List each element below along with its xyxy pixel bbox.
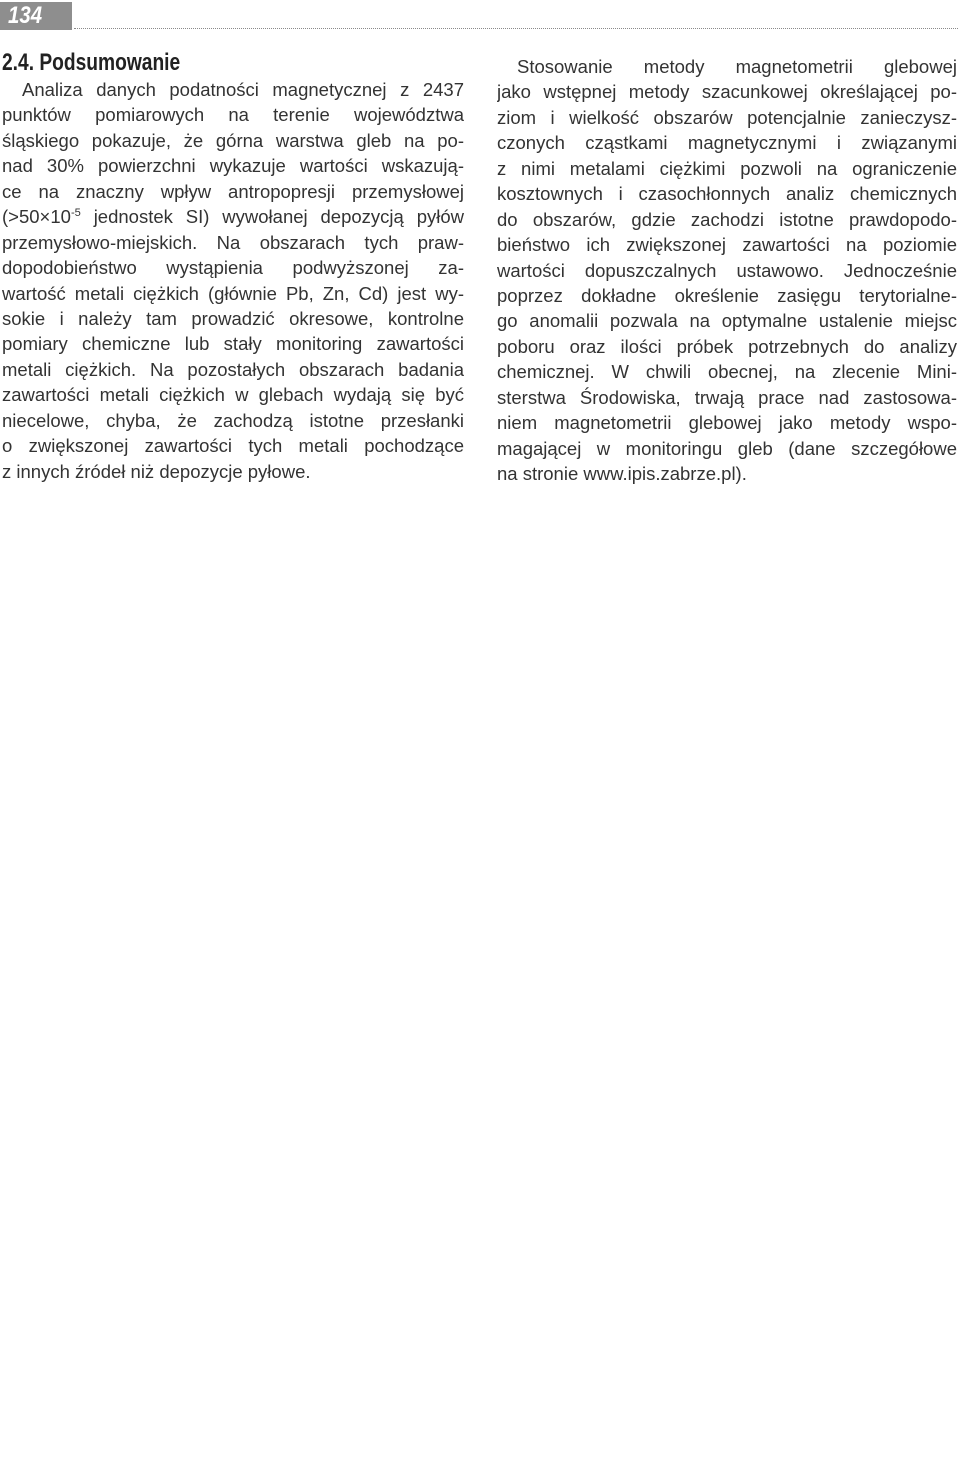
exponent: -5 xyxy=(70,207,81,220)
text-line: metali ciężkich. Na pozostałych obszarach badania xyxy=(2,358,464,380)
text-line: śląskiego pokazuje, że górna warstwa gleb na po- xyxy=(2,129,464,151)
text-line: z innych źródeł niż depozycje pyłowe. xyxy=(2,460,311,482)
text-line: kosztownych i czasochłonnych analiz chemicznych xyxy=(497,183,957,205)
text-line: nad 30% powierzchni wykazuje wartości wskazują- xyxy=(2,155,464,177)
text-line: jako wstępnej metody szacunkowej określającej po- xyxy=(497,81,957,103)
text-line: ziom i wielkość obszarów potencjalnie zanieczysz- xyxy=(497,106,957,128)
text-line: na stronie www.ipis.zabrze.pl). xyxy=(497,463,747,484)
text-segment: jednostek SI) wywołanej depozycją pyłów xyxy=(80,206,464,228)
text-line: Stosowanie metody magnetometrii glebowej xyxy=(517,56,957,77)
text-line: wartości dopuszczalnych ustawowo. Jednocześnie xyxy=(497,259,957,281)
text-line: magającej w monitoringu gleb (dane szczegółowe xyxy=(497,437,957,459)
text-line: niem magnetometrii glebowej jako metody wspo- xyxy=(497,412,957,434)
text-line: bieństwo ich zwiększonej zawartości na poziomie xyxy=(497,234,957,256)
right-column xyxy=(497,54,957,486)
text-line: wartość metali ciężkich (głównie Pb, Zn, Cd) jest wy- xyxy=(2,282,464,304)
text-line: go anomalii pozwala na optymalne ustalenie miejsc xyxy=(497,310,957,332)
page-number-box xyxy=(0,2,72,30)
text-line: o zwiększonej zawartości tych metali pochodzące xyxy=(2,435,464,457)
text-line: poprzez dokładne określenie zasięgu terytorialne- xyxy=(497,284,957,306)
section-heading: 2.4. Podsumowanie xyxy=(2,49,181,76)
text-line: Analiza danych podatności magnetycznej z 2437 xyxy=(22,79,464,100)
text-line: do obszarów, gdzie zachodzi istotne prawdopodo- xyxy=(497,208,957,230)
text-line: chemicznej. W chwili obecnej, na zlecenie Mini- xyxy=(497,361,957,383)
left-column xyxy=(2,77,464,484)
text-line: przemysłowo-miejskich. Na obszarach tych praw- xyxy=(2,231,464,253)
text-line: pomiary chemiczne lub stały monitoring zawartości xyxy=(2,333,464,355)
text-line: dopodobieństwo wystąpienia podwyższonej za- xyxy=(2,257,464,279)
text-line: z nimi metalami ciężkimi pozwoli na ograniczenie xyxy=(497,157,957,179)
text-line: sterstwa Środowiska, trwają prace nad zastosowa- xyxy=(497,386,957,408)
text-line: ce na znaczny wpływ antropopresji przemysłowej xyxy=(2,180,464,202)
text-line: sokie i należy tam prowadzić okresowe, kontrolne xyxy=(2,307,464,329)
text-line: czonych cząstkami magnetycznymi i związanymi xyxy=(497,132,957,154)
page-number: 134 xyxy=(8,2,43,29)
text-line xyxy=(2,204,464,229)
text-segment: (>50×10 xyxy=(2,206,71,228)
text-line: poboru oraz ilości próbek potrzebnych do analizy xyxy=(497,335,957,357)
header-dotted-rule xyxy=(74,28,958,29)
text-line: niecelowe, chyba, że zachodzą istotne przesłanki xyxy=(2,409,464,431)
text-line: zawartości metali ciężkich w glebach wydają się być xyxy=(2,384,464,406)
text-line: punktów pomiarowych na terenie województwa xyxy=(2,104,464,126)
